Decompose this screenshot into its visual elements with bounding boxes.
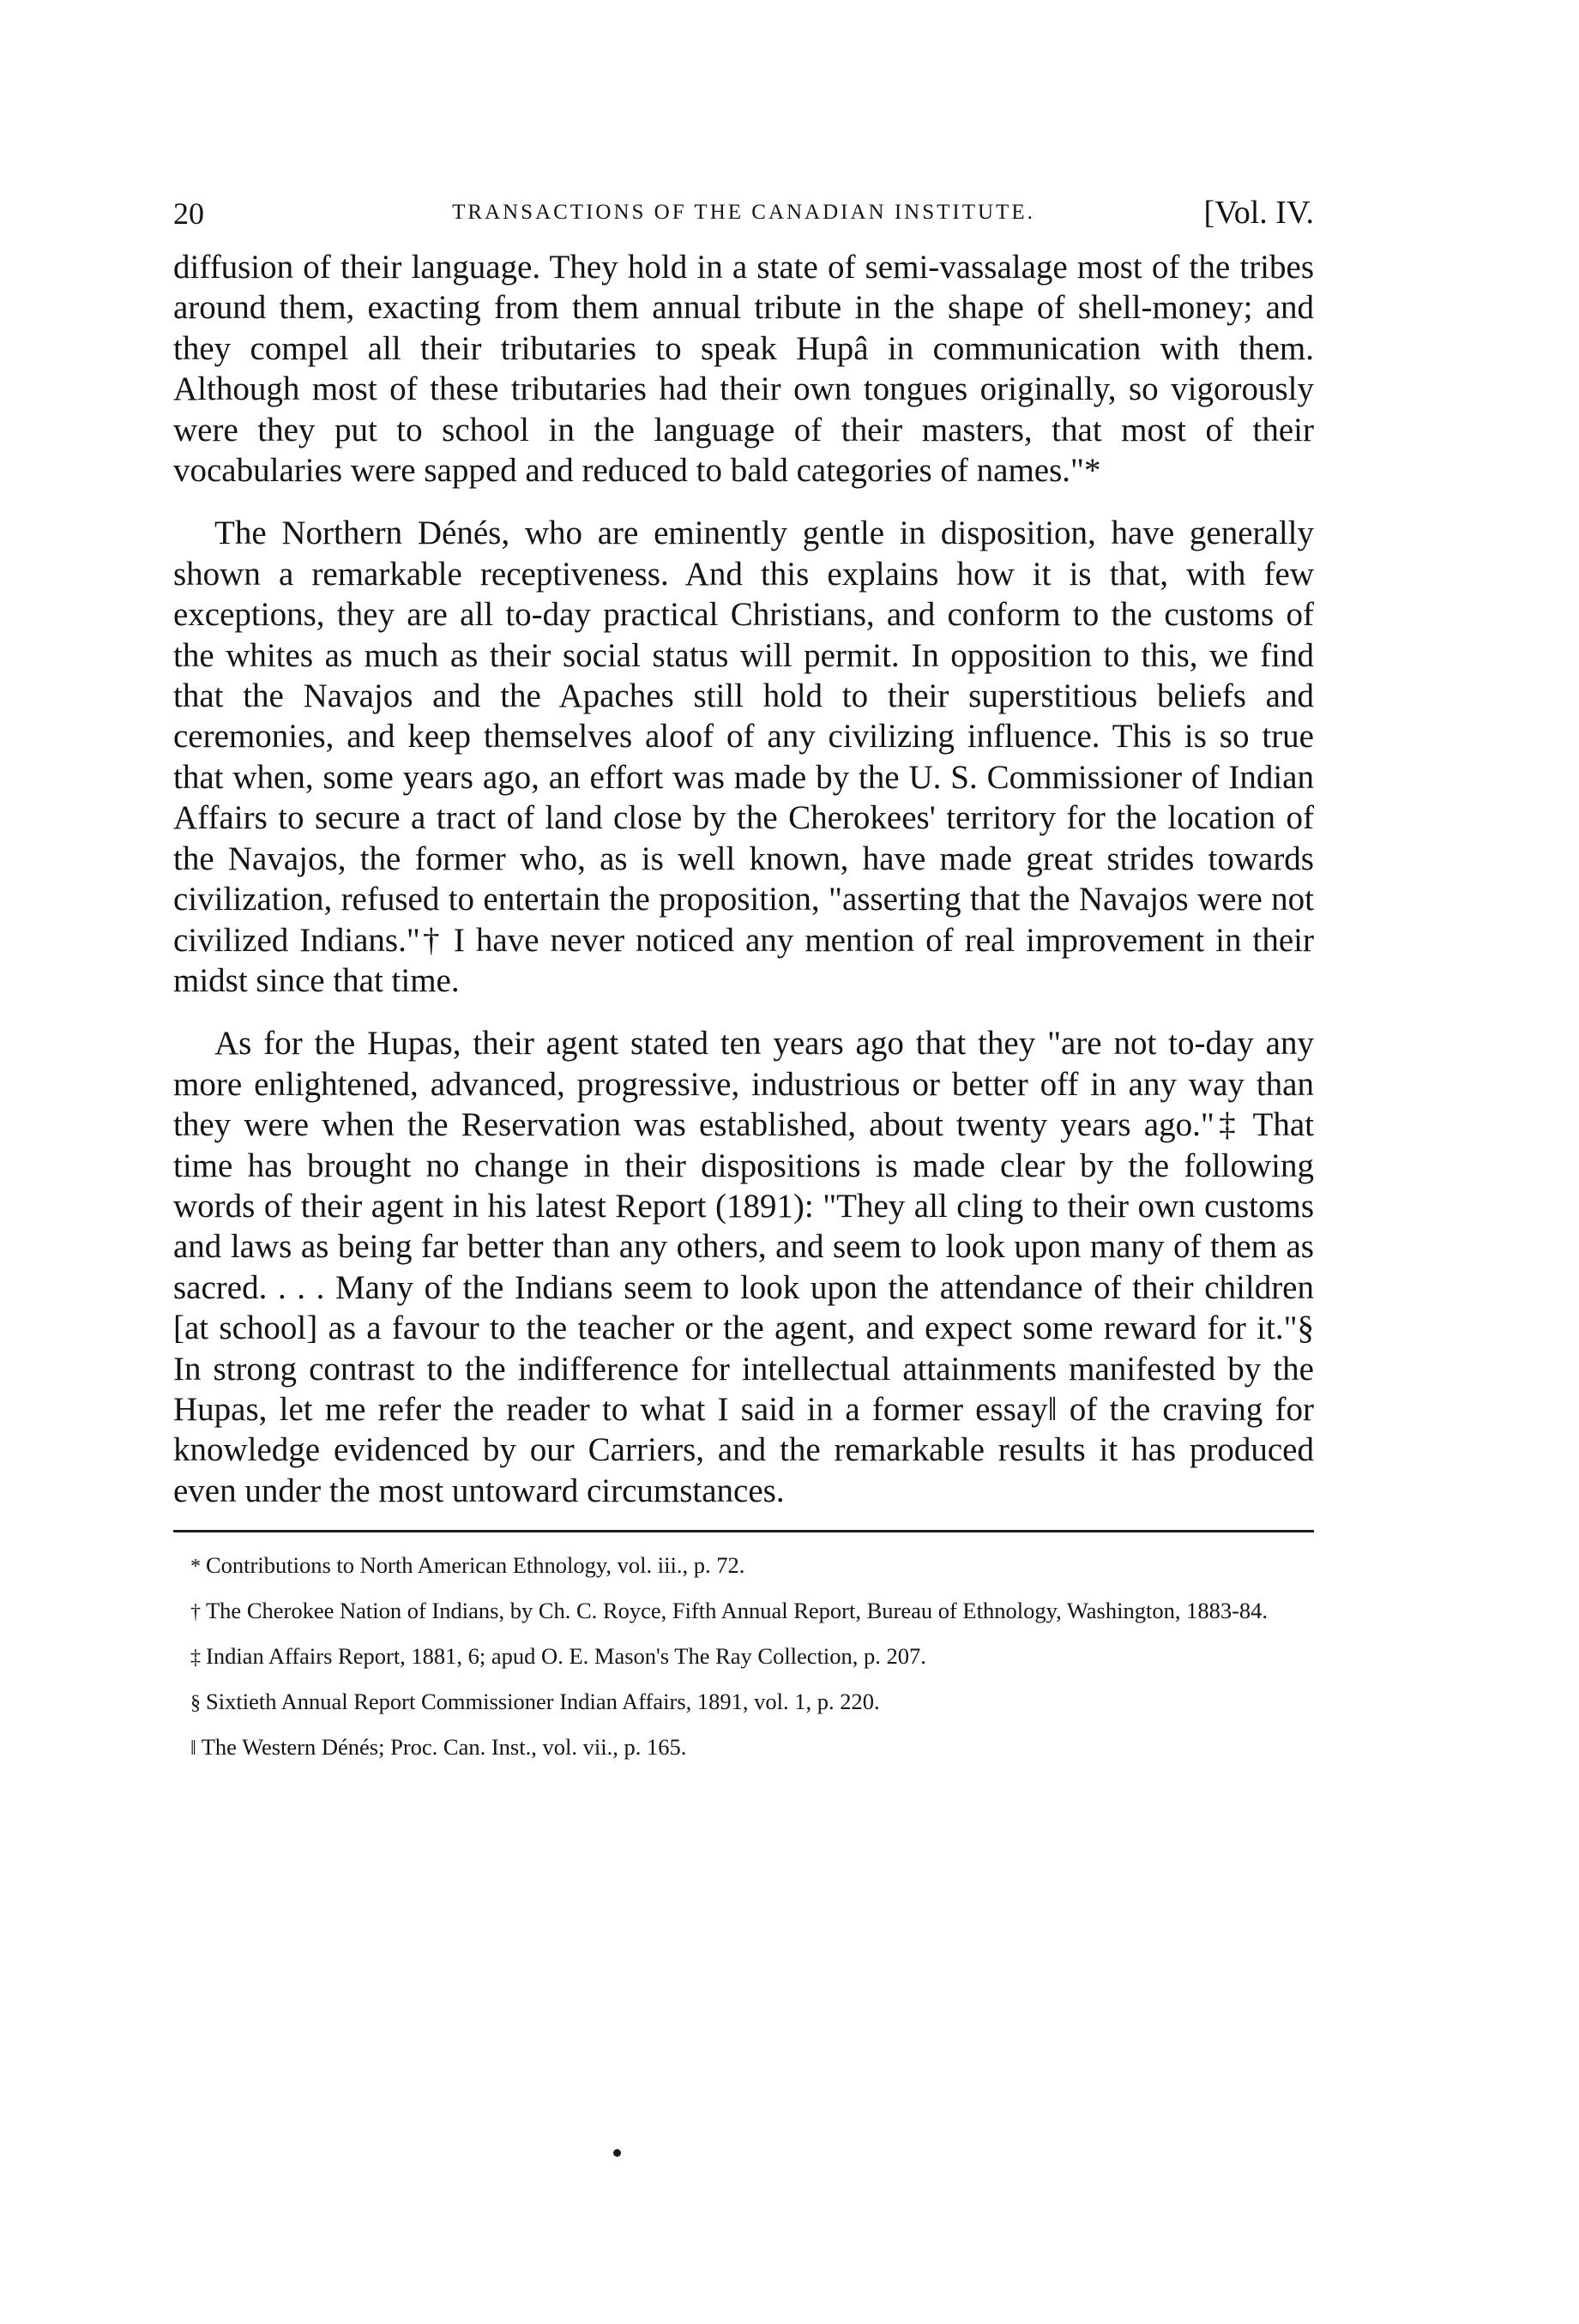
footnote-text: The Western Dénés; Proc. Can. Inst., vol. vii., p. 165. [201,1734,687,1761]
footnote-mark: ‖ [190,1737,196,1761]
footnote [173,1731,1314,1764]
footnote-text: The Cherokee Nation of Indians, by Ch. C. Royce, Fifth Annual Report, Bureau of Ethnology, Washington, 1883-84. [206,1598,1269,1624]
footnote [173,1550,1314,1582]
footnote-mark: * [190,1556,201,1579]
running-head [173,189,1314,233]
ink-dot [613,2149,621,2157]
volume-label: [Vol. IV. [1203,195,1314,231]
page [173,189,1314,1777]
body-text [173,247,1314,1511]
paragraph: The Northern Dénés, who are eminently gentle in disposition, have generally shown a remarkable receptiveness. And this explains how it is that, with few exceptions, they are all to-day practical Christians, and conform to the customs of the whites as much as their social status will permit. In opposition to this, we find that the Navajos and the Apaches still hold to their superstitious beliefs and ceremonies, and keep themselves aloof of any civilizing influence. This is so true that when, some years ago, an effort was made by the U. S. Commissioner of Indian Affairs to secure a tract of land close by the Cherokees' territory for the location of the Navajos, the former who, as is well known, have made great strides towards civilization, refused to entertain the proposition, "asserting that the Navajos were not civilized Indians."† I have never noticed any mention of real improvement in their midst since that time. [173,515,1314,999]
paragraph: As for the Hupas, their agent stated ten years ago that they "are not to-day any more enlightened, advanced, progressive, industrious or better off in any way than they were when the Reservation was established, about twenty years ago."‡ That time has brought no change in their dispositions is made clear by the following words of their agent in his latest Report (1891): "They all cling to their own customs and laws as being far better than any others, and seem to look upon many of them as sacred. . . . Many of the Indians seem to look upon the attendance of their children [at school] as a favour to the teacher or the agent, and expect some reward for it."§ In strong contrast to the indifference for intellectual attainments manifested by the Hupas, let me refer the reader to what I said in a former essay‖ of the craving for knowledge evidenced by our Carriers, and the remarkable results it has produced even under the most untoward circumstances. [173,1025,1314,1509]
footnote [173,1595,1314,1628]
page-number: 20 [173,196,204,231]
running-title: TRANSACTIONS OF THE CANADIAN INSTITUTE. [452,201,1035,224]
footnotes [173,1550,1314,1764]
footnote-text: Sixtieth Annual Report Commissioner Indian Affairs, 1891, vol. 1, p. 220. [206,1689,880,1715]
footnote-divider [173,1530,1314,1532]
footnote-mark: § [190,1692,201,1715]
footnote-mark: ‡ [190,1647,201,1670]
footnote-text: Indian Affairs Report, 1881, 6; apud O. E. Mason's The Ray Collection, p. 207. [206,1643,926,1670]
footnote-mark: † [190,1601,201,1624]
footnote [173,1686,1314,1719]
footnote-text: Contributions to North American Ethnology, vol. iii., p. 72. [206,1552,745,1579]
footnote [173,1641,1314,1673]
paragraph: diffusion of their language. They hold in a state of semi-vassalage most of the tribes around them, exacting from them annual tribute in the shape of shell-money; and they compel all their tributaries to speak Hupâ in communication with them. Although most of these tributaries had their own tongues originally, so vigorously were they put to school in the language of their masters, that most of their vocabularies were sapped and reduced to bald categories of names."* [173,249,1314,490]
